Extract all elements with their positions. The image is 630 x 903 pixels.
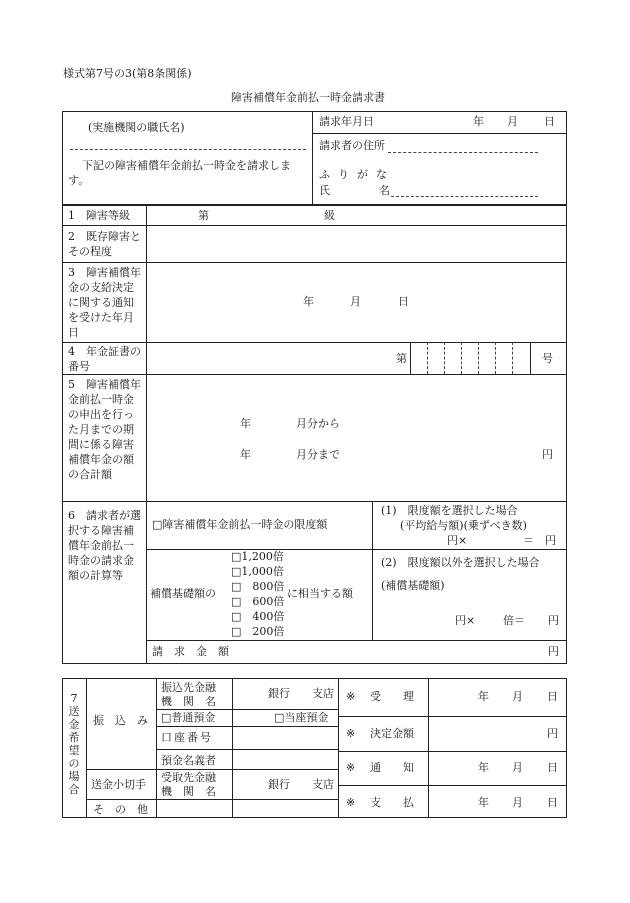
row1-label: 1 障害等級	[68, 209, 130, 222]
notice-year: 年	[478, 761, 489, 774]
rem-col-2	[156, 678, 157, 818]
notice-day: 日	[547, 761, 558, 774]
receipt-mark: ※	[346, 690, 356, 703]
notice-month: 月	[512, 761, 523, 774]
remittance-section-label: 7 送金希望の場合	[68, 692, 80, 796]
row6-label: 6 請求者が選択する障害補償年金前払一時金の請求金額の計算等	[68, 509, 141, 582]
cert-digit-3	[461, 342, 462, 374]
row4-dai: 第	[396, 352, 407, 365]
dest-bank: 銀行	[268, 687, 290, 700]
top-right-divider	[312, 133, 567, 134]
case2-times-eq: 倍＝	[503, 614, 525, 627]
form-title: 障害補償年金前払一時金請求書	[231, 91, 385, 104]
rem-left-line-4	[86, 769, 338, 770]
row5-from-year: 年	[240, 417, 251, 430]
case1-yen-times: 円×	[447, 534, 468, 547]
cert-digit-1	[427, 342, 428, 374]
row1-kyu: 級	[324, 209, 335, 222]
calc-option-divider	[146, 549, 567, 550]
row-divider-2	[62, 262, 567, 263]
recv-institution-1: 受取先金融	[161, 771, 216, 784]
rem-right-line-1	[338, 716, 567, 717]
request-amount-label: 請 求 金 額	[152, 645, 229, 658]
cert-digit-2	[444, 342, 445, 374]
decided-amount-label: 決定金額	[370, 727, 414, 740]
multiple-400[interactable]: □ 400倍	[231, 610, 285, 623]
decided-amount-mark: ※	[346, 727, 356, 740]
receipt-month: 月	[512, 690, 523, 703]
case2-title: (2) 限度額以外を選択した場合	[381, 556, 540, 569]
request-amount-yen: 円	[548, 645, 559, 658]
payment-mark: ※	[346, 796, 356, 809]
multiple-800[interactable]: □ 800倍	[231, 580, 285, 593]
row-divider-5	[62, 501, 567, 502]
address-label: 請求者の住所	[319, 139, 385, 152]
address-line[interactable]	[388, 152, 538, 153]
rem-left-line-2	[156, 726, 338, 727]
row5-to-month: 月分まで	[296, 448, 340, 461]
row3-label: 3 障害補償年金の支給決定に関する通知を受けた年月日	[68, 266, 141, 339]
multiple-200[interactable]: □ 200倍	[231, 625, 285, 638]
row4-label: 4 年金証書の番号	[68, 345, 141, 373]
ordinary-deposit-checkbox[interactable]: □普通預金	[161, 711, 216, 724]
row5-from-month: 月分から	[296, 417, 340, 430]
request-date-day: 日	[544, 115, 555, 128]
cert-digit-5	[495, 342, 496, 374]
form-number: 様式第7号の3(第8条関係)	[63, 67, 192, 80]
decided-amount-yen: 円	[547, 727, 558, 740]
rem-left-line-3	[156, 749, 338, 750]
rem-left-line-1	[156, 709, 338, 710]
case1-sub: (平均給与額)(乗ずべき数)	[400, 519, 527, 532]
notice-label: 通 知	[370, 761, 414, 774]
row5-to-year: 年	[240, 448, 251, 461]
institution-head-line	[70, 149, 306, 150]
transfer-label: 振 込 み	[93, 714, 148, 727]
request-date-year: 年	[473, 115, 484, 128]
institution-head-label: (実施機関の職氏名)	[88, 121, 185, 134]
row2-label: 2 既存障害とその程度	[68, 230, 141, 258]
case2-sub: (補償基礎額)	[381, 579, 445, 592]
recv-branch: 支店	[312, 778, 334, 791]
multiple-1000[interactable]: □1,000倍	[231, 565, 284, 578]
recv-institution-2: 機 関 名	[161, 785, 216, 798]
cert-box-right	[530, 342, 531, 374]
top-divider	[312, 111, 313, 205]
furigana-label: ふりがな	[319, 168, 395, 181]
dest-institution-1: 振込先金融	[161, 681, 216, 694]
receipt-label: 受 理	[370, 690, 414, 703]
name-line[interactable]	[391, 196, 538, 197]
payment-label: 支 払	[370, 796, 414, 809]
rem-col-5	[428, 678, 429, 818]
request-date-month: 月	[507, 115, 518, 128]
row4-go: 号	[542, 352, 553, 365]
payment-day: 日	[547, 796, 558, 809]
row3-year: 年	[303, 295, 314, 308]
other-label: そ の 他	[93, 803, 148, 816]
request-date-label: 請求年月日	[319, 115, 374, 128]
case1-eq: ＝ 円	[523, 534, 556, 547]
account-number-label: 口座番号	[161, 731, 213, 744]
equivalent-label: に相当する額	[287, 587, 353, 600]
name-label-2: 名	[379, 184, 390, 197]
dest-branch: 支店	[312, 687, 334, 700]
row3-day: 日	[398, 295, 409, 308]
payment-month: 月	[512, 796, 523, 809]
row-divider-3	[62, 342, 567, 343]
cheque-label: 送金小切手	[91, 778, 146, 791]
multiple-1200[interactable]: □1,200倍	[231, 550, 284, 563]
request-statement: 下記の障害補償年金前払一時金を請求します。	[68, 159, 291, 187]
calc-divider	[372, 501, 373, 640]
rem-col-4	[338, 678, 339, 818]
rem-col-1	[86, 678, 87, 818]
rem-right-line-3	[338, 785, 567, 786]
rem-col-3	[232, 678, 233, 818]
row-divider-4	[62, 374, 567, 375]
payment-year: 年	[478, 796, 489, 809]
account-holder-label: 預金名義者	[161, 754, 216, 767]
name-label-1: 氏	[319, 184, 330, 197]
cert-digit-6	[512, 342, 513, 374]
multiple-600[interactable]: □ 600倍	[231, 595, 285, 608]
case2-yen: 円	[548, 614, 559, 627]
recv-bank: 銀行	[268, 778, 290, 791]
row5-yen: 円	[542, 448, 553, 461]
row1-dai: 第	[198, 209, 209, 222]
case2-yen-times: 円×	[455, 614, 476, 627]
request-amount-divider	[146, 640, 567, 641]
dest-institution-2: 機 関 名	[161, 695, 216, 708]
cert-box-left	[410, 342, 411, 374]
row5-label: 5 障害補償年金前払一時金の申出を行った月までの期間に係る障害補償年金の額の合計額	[68, 378, 141, 481]
receipt-day: 日	[547, 690, 558, 703]
receipt-year: 年	[478, 690, 489, 703]
notice-mark: ※	[346, 761, 356, 774]
cert-digit-4	[478, 342, 479, 374]
case1-title: (1) 限度額を選択した場合	[381, 504, 518, 517]
row3-month: 月	[350, 295, 361, 308]
rem-left-line-5	[86, 799, 338, 800]
main-label-column	[146, 205, 147, 664]
row-divider-1	[62, 225, 567, 226]
current-deposit-checkbox[interactable]: □当座預金	[274, 711, 329, 724]
limit-option-checkbox[interactable]: □障害補償年金前払一時金の限度額	[152, 518, 328, 531]
base-amount-label: 補償基礎額の	[150, 587, 216, 600]
rem-right-line-2	[338, 751, 567, 752]
